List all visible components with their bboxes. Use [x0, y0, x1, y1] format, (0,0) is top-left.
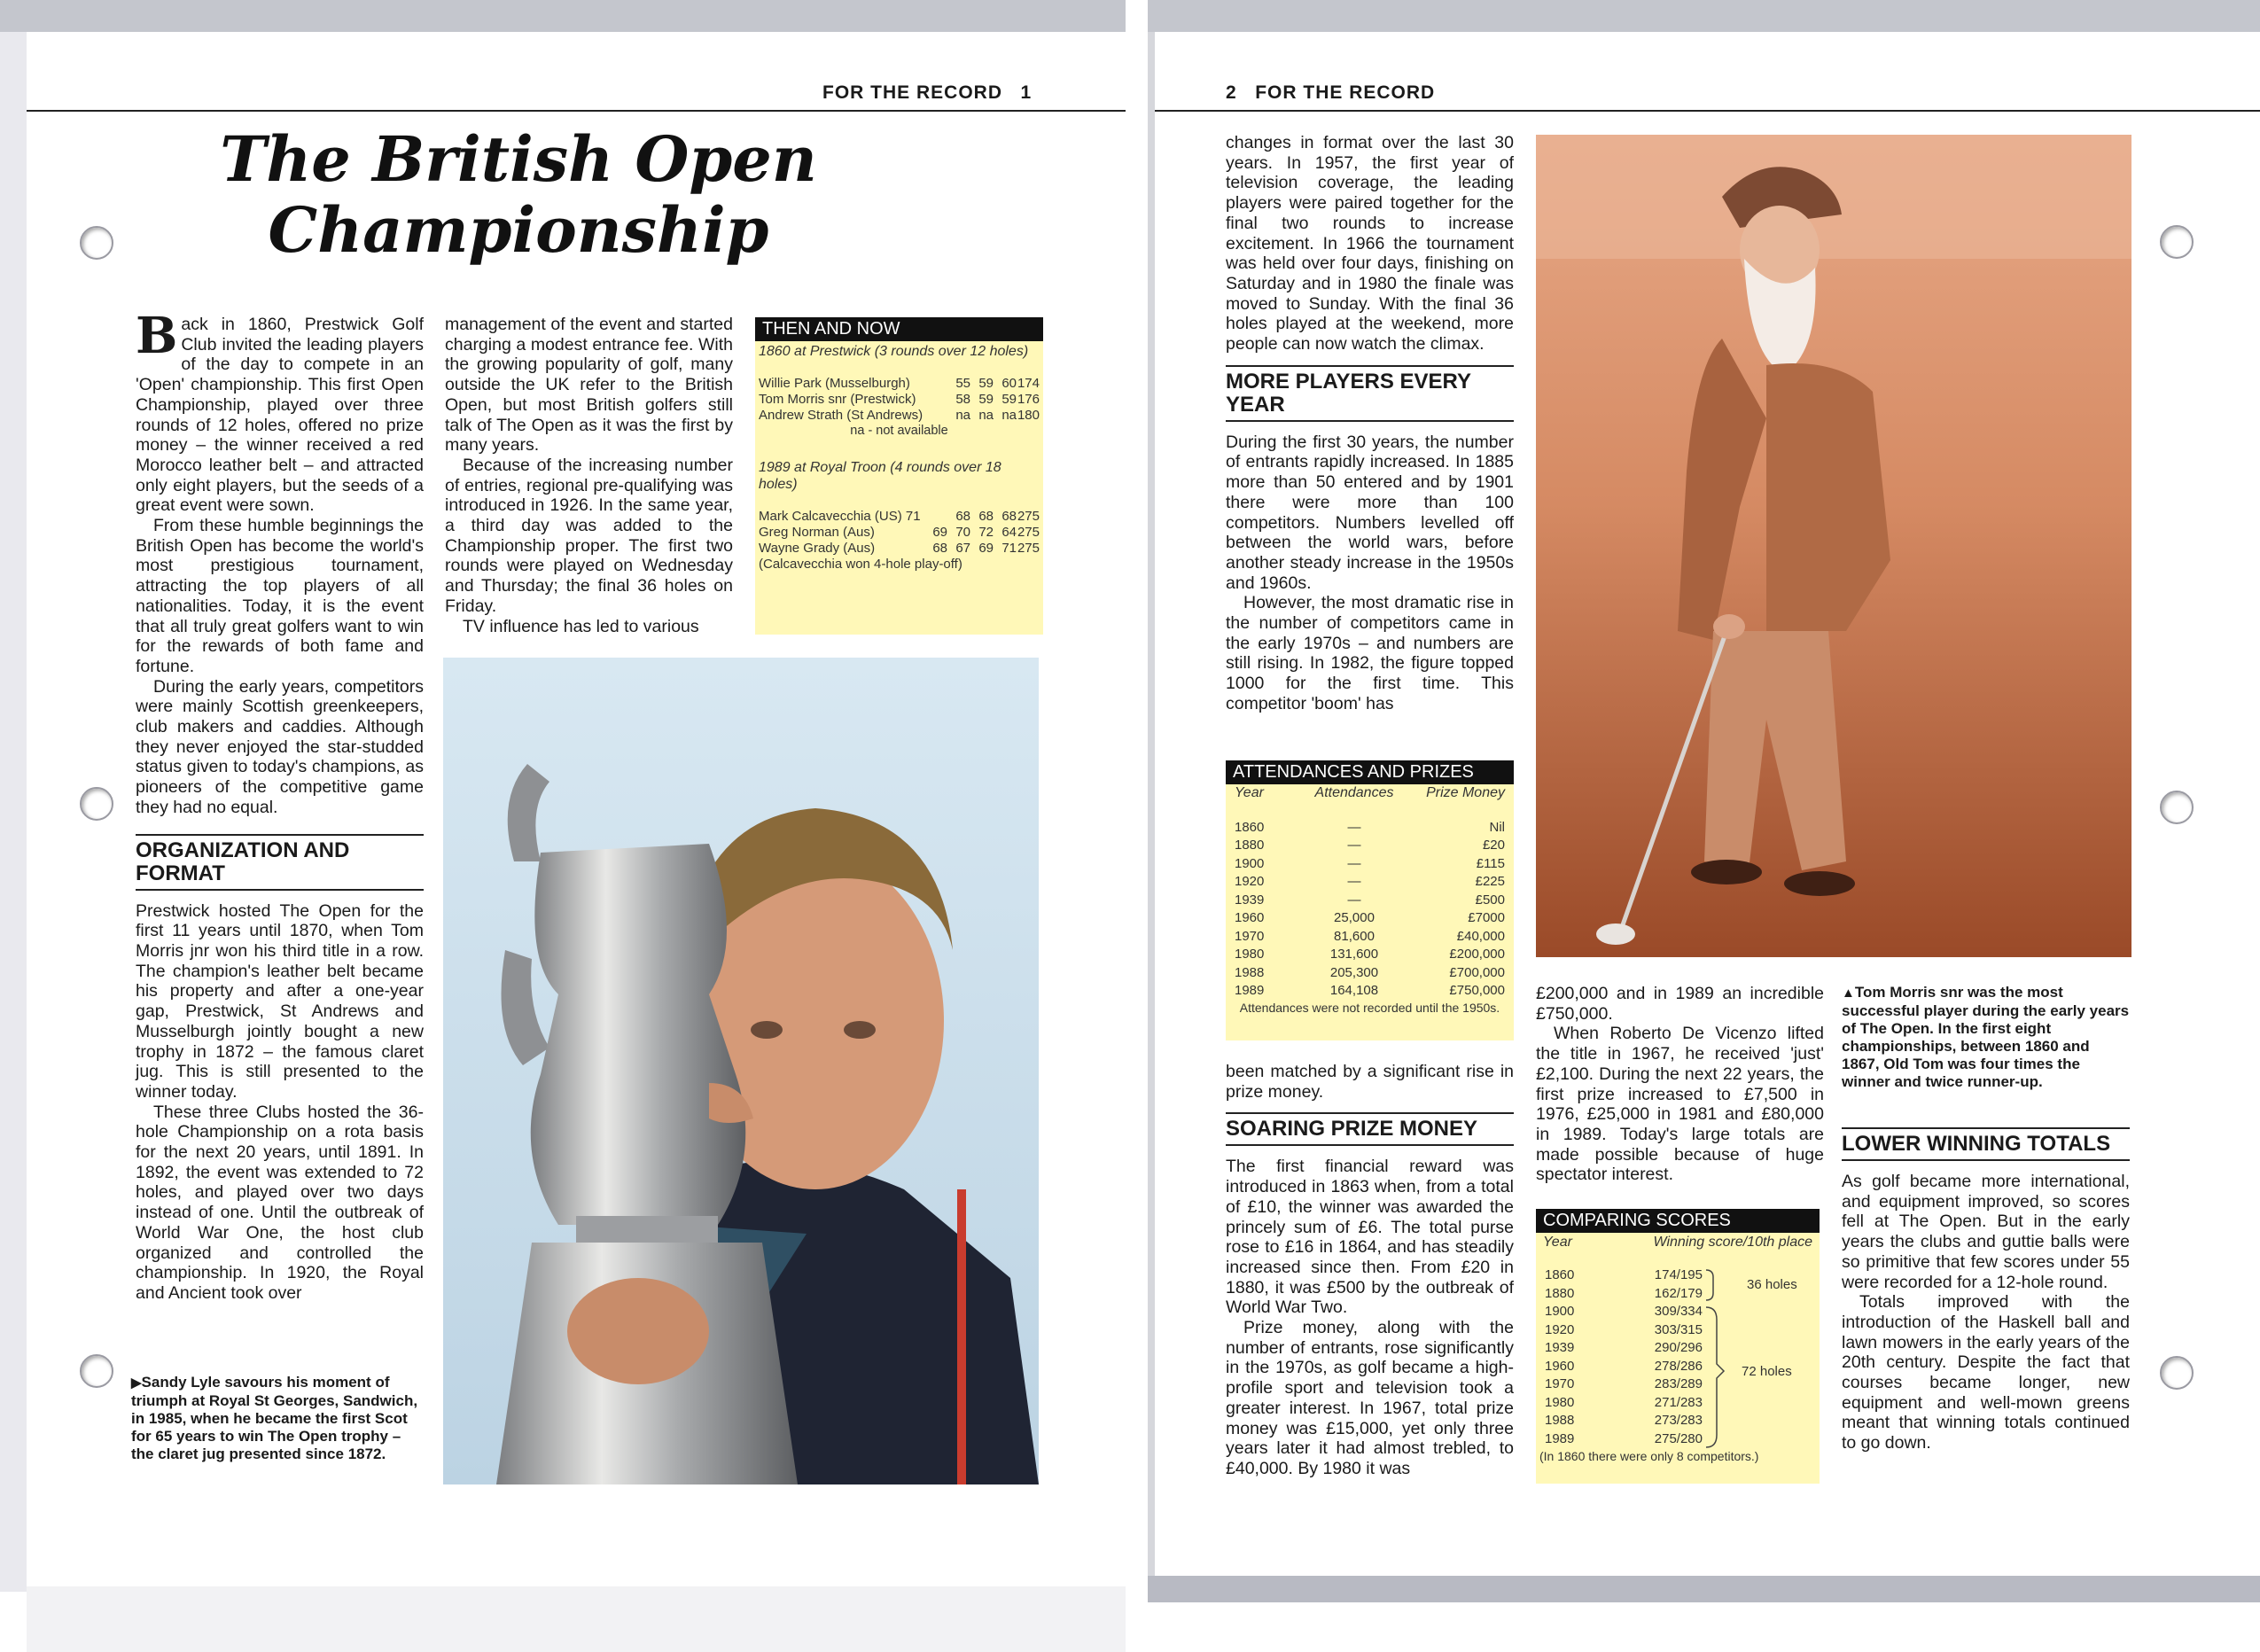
score-row: Willie Park (Musselburgh) 55 59 60 174	[759, 376, 1040, 391]
table-header: Year Winning score/10th place	[1543, 1235, 1812, 1250]
right-column-1-continued	[1226, 1062, 1514, 1479]
left-page	[0, 0, 1126, 1652]
paragraph: These three Clubs hosted the 36-hole Championship on a rota basis for the next 20 years, until 1891. In 1892, the event was extended to 72 holes, and played over two days instead of one. Until the outbreak of World War One, the host club organized and controlled the championship. In 1920, the Royal and Ancient took over	[136, 1102, 424, 1303]
page-number: 1	[1020, 82, 1033, 103]
section-rule	[1842, 1159, 2130, 1161]
score-row: Andrew Strath (St Andrews) na na na 180	[759, 408, 1040, 423]
box-title: COMPARING SCORES	[1536, 1209, 1820, 1233]
photo-caption: ▶Sandy Lyle savours his moment of triumph at Royal St Georges, Sandwich, in 1985, when he became the first Scot for 65 years to win The Open trophy – the claret jug presented since 1872.	[131, 1374, 418, 1462]
tom-morris-photo	[1536, 135, 2131, 957]
caption-marker-icon: ▶	[131, 1375, 142, 1391]
right-column-3	[1842, 1127, 2130, 1453]
paragraph: £200,000 and in 1989 an incredible £750,000.	[1536, 984, 1824, 1024]
page-bottom-edge	[27, 1586, 1126, 1652]
table-row: 1900 309/334	[1545, 1304, 1703, 1319]
binder-hole	[2160, 1356, 2194, 1390]
binder-hole	[80, 787, 113, 821]
binder-hole	[80, 226, 113, 260]
box-note: (In 1860 there were only 8 competitors.)	[1539, 1449, 1759, 1463]
header-rule	[27, 110, 1126, 112]
page-number: 2	[1226, 82, 1237, 103]
running-header	[1226, 82, 1435, 104]
table-row: 1988 273/283	[1545, 1413, 1703, 1428]
then-and-now-box	[755, 317, 1043, 635]
paragraph: The first financial reward was introduced in 1863 when, from a total of £10, the winner was awarded the princely sum of £6. The total purse rose to £16 in 1864, and has steadily increased since then. From £20 in 1880, it was £500 by the outbreak of World War Two.	[1226, 1157, 1514, 1318]
table-row: 1980 271/283	[1545, 1394, 1703, 1410]
box-subtitle: 1989 at Royal Troon (4 rounds over 18 holes)	[759, 460, 1001, 492]
label-72-holes: 72 holes	[1742, 1364, 1792, 1379]
bracket-lines	[1536, 1266, 1820, 1453]
table-row: 1880 — £20	[1235, 838, 1505, 853]
section-heading: ORGANIZATION AND FORMAT	[136, 838, 350, 885]
photo-illustration	[1536, 135, 2131, 957]
page-top-edge	[1148, 0, 2260, 32]
box-note: Attendances were not recorded until the 1950s.	[1239, 1000, 1500, 1015]
box-title: THEN AND NOW	[755, 317, 1043, 341]
right-column-1	[1226, 133, 1514, 714]
score-row: Greg Norman (Aus) 69 70 72 64 275	[759, 525, 1040, 540]
page-left-edge	[0, 32, 27, 1592]
bracket-72	[1706, 1307, 1724, 1447]
paragraph: During the early years, competitors were mainly Scottish greenkeepers, club makers and caddies. Although they never enjoyed the star-studded status given to today's champions, as pioneers of the competitive game they had no equal.	[136, 676, 424, 817]
page-bottom-margin	[1148, 1602, 2260, 1652]
table-row: 1920 303/315	[1545, 1321, 1703, 1337]
paragraph: Prize money, along with the number of entrants, rose significantly in the 1970s, as golf became a high-profile sport and television took a greater interest. In 1967, total prize money was £15,000, yet only three years later it had almost trebled, to £40,000. By 1980 it was	[1226, 1318, 1514, 1478]
table-row: 1989 275/280	[1545, 1430, 1703, 1446]
page-left-edge	[1148, 32, 1155, 1601]
box-subtitle: 1860 at Prestwick (3 rounds over 12 holes)	[759, 344, 1029, 359]
score-row: Mark Calcavecchia (US) 71 68 68 68 275	[759, 509, 1040, 524]
bracket-36	[1706, 1270, 1713, 1300]
right-page	[1148, 0, 2260, 1652]
table-row: 1960 278/286	[1545, 1358, 1703, 1374]
section-rule	[1226, 420, 1514, 422]
intro-paragraph: Back in 1860, Prestwick Golf Club invited the leading players of the day to compete in an 'Open' championship. This first Open Championship, played over three rounds of 12 holes, offered no prize money – the winner received a red Morocco leather belt – and attracted only eight players, but the seeds of a great event were sown.	[136, 307, 424, 516]
paragraph: management of the event and started charging a modest entrance fee. With the growing popularity of golf, many outside the UK refer to the British Open, but most British golfers still talk of The Open as it was the first by many years.	[445, 315, 733, 456]
photo-caption: ▲Tom Morris snr was the most successful player during the early years of The Open. In the first eight championships, between 1860 and 1867, Old Tom was four times the winner and twice runner-up.	[1842, 984, 2130, 1090]
box-title: ATTENDANCES AND PRIZES	[1226, 760, 1514, 784]
table-row: 1988 205,300 £700,000	[1235, 964, 1505, 980]
caption-marker-icon: ▲	[1842, 986, 1855, 1001]
title-line-2: Championship	[268, 193, 769, 267]
table-row: 1960 25,000 £7000	[1235, 910, 1505, 925]
paragraph: Because of the increasing number of entries, regional pre-qualifying was introduced in 1926. In the same year, a third day was added to the Championship proper. The first two rounds were played on Wednesday and Thursday; the final 36 holes on Friday.	[445, 455, 733, 616]
table-row: 1970 283/289	[1545, 1376, 1703, 1391]
table-header: Year Attendances Prize Money	[1235, 785, 1505, 800]
paragraph: Totals improved with the introduction of the Haskell ball and lawn mowers in the early years of the 20th century. Despite the fact that courses became longer, new equipment and well-mown greens meant that winning totals continued to go down.	[1842, 1292, 2130, 1453]
table-row: 1880 162/179	[1545, 1285, 1703, 1301]
table-row: 1980 131,600 £200,000	[1235, 947, 1505, 962]
section-heading: MORE PLAYERS EVERY YEAR	[1226, 369, 1471, 417]
paragraph: been matched by a significant rise in prize money.	[1226, 1062, 1514, 1102]
header-rule	[1155, 110, 2260, 112]
title-line-1: The British Open	[220, 122, 817, 196]
header-label: FOR THE RECORD	[1255, 82, 1436, 103]
page-title	[142, 124, 895, 266]
scores-table	[1536, 1266, 1820, 1448]
table-row: 1970 81,600 £40,000	[1235, 928, 1505, 944]
box-note: (Calcavecchia won 4-hole play-off)	[759, 557, 962, 572]
photo-illustration	[443, 658, 1039, 1484]
paragraph: However, the most dramatic rise in the number of competitors came in the early 1970s – and numbers are still rising. In 1982, the figure topped 1000 for the first time. This competitor 'boom' has	[1226, 593, 1514, 713]
section-heading: SOARING PRIZE MONEY	[1226, 1117, 1478, 1142]
section-heading: LOWER WINNING TOTALS	[1842, 1132, 2111, 1156]
left-column-2	[445, 315, 733, 636]
section-rule	[136, 889, 424, 891]
paragraph: As golf became more international, and equipment improved, so scores fell at The Open. But in the early years the clubs and guttie balls were so primitive that few scores under 55 were recorded for a 12-hole round.	[1842, 1172, 2130, 1292]
paragraph: TV influence has led to various	[463, 616, 699, 636]
drop-cap: B	[136, 307, 178, 365]
page-gutter	[1126, 0, 1148, 1652]
table-row: 1900 — £115	[1235, 855, 1505, 871]
attendances-box	[1226, 760, 1514, 1040]
page-top-edge	[0, 0, 1126, 32]
label-36-holes: 36 holes	[1747, 1277, 1797, 1292]
paragraph: When Roberto De Vicenzo lifted the title in 1967, he received 'just' £2,100. During the next 22 years, the first prize increased to £7,500 in 1976, £25,000 in 1981 and £80,000 in 1989. Today's large totals are made possible because of huge spectator interest.	[1536, 1024, 1824, 1185]
paragraph: From these humble beginnings the British Open has become the world's most prestigious tournament, attracting the top players of all nationalities. Today, it is the event that all truly great golfers want to win for the rewards of both fame and fortune.	[136, 516, 424, 676]
table-row: 1860 — Nil	[1235, 819, 1505, 835]
table-row: 1860 174/195	[1545, 1267, 1703, 1282]
score-row: Wayne Grady (Aus) 68 67 69 71 275	[759, 541, 1040, 556]
binder-hole	[80, 1354, 113, 1388]
table-row: 1939 290/296	[1545, 1340, 1703, 1355]
binder-hole	[2160, 225, 2194, 259]
section-rule	[1226, 1144, 1514, 1146]
paragraph: Prestwick hosted The Open for the first 11 years until 1870, when Tom Morris jnr won his third title in a row. The champion's leather belt became his property and after a one-year gap, Prestwick, St Andrews and Musselburgh jointly bought a new trophy in 1872 – the famous claret jug. This is still presented to the winner today.	[136, 900, 424, 1102]
right-column-2	[1536, 984, 1824, 1185]
paragraph: During the first 30 years, the number of entrants rapidly increased. In 1885 more than 50 entered and by 1901 there were more than 100 competitors. Numbers levelled off between the world wars, before another steady increase in the 1950s and 1960s.	[1226, 432, 1514, 593]
table-row: 1989 164,108 £750,000	[1235, 983, 1505, 998]
page-bottom-edge	[1148, 1576, 2260, 1602]
score-row: Tom Morris snr (Prestwick) 58 59 59 176	[759, 392, 1040, 407]
box-note: na - not available	[850, 424, 948, 438]
comparing-scores-box	[1536, 1209, 1820, 1484]
paragraph: changes in format over the last 30 years. In 1957, the first year of television coverage, the leading players were paired together for the final two rounds to increase excitement. In 1966 the tournament was held over four days, finishing on Saturday and in 1980 the finale was moved to Sunday. With the final 36 holes played at the weekend, more people can now watch the climax.	[1226, 133, 1514, 355]
binder-hole	[2160, 791, 2194, 824]
table-row: 1939 — £500	[1235, 892, 1505, 908]
header-label: FOR THE RECORD	[822, 82, 1002, 103]
sandy-lyle-photo	[443, 658, 1039, 1484]
left-column-1	[136, 307, 424, 1304]
table-row: 1920 — £225	[1235, 874, 1505, 889]
running-header	[822, 82, 1032, 104]
